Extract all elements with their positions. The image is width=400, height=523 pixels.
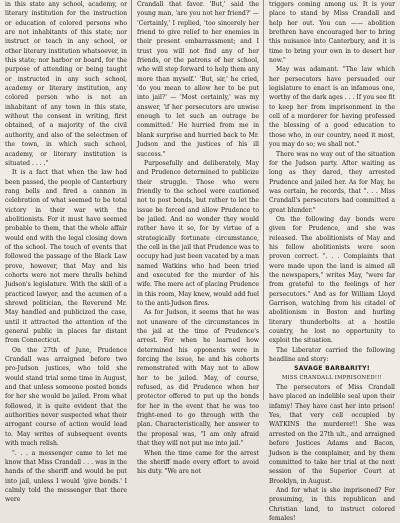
paragraph: There was no way out of the situation for the Judson party. After waiting as long as they dared, they arrested Prudence and jailed her. As for May, he was certain, he records, that ". . . Miss Crandall's persecutors had committed a great blunder." xyxy=(269,150,395,214)
text-column-2 xyxy=(137,0,259,476)
paragraph: It is a fact that when the law had been passed, the people of Canterbury rang bells and fired a cannon in celebration of what seemed to be total victory in their war with the abolitionists. For it must have seemed probable to them, that the whole affair would end with the legal closing down of the school. The touch of events that followed the passage of the Black Law prove, however, that May and his cohorts were not mere thralls behind Judson's legislature. With the skill of a practiced lawyer, and the acumen of a shrewd politician, the Reverend Mr. May handled and publicized the case, until it attracted the attention of the general public in places far distant from Connecticut. xyxy=(5,169,127,345)
paragraph: The Liberator carried the following headline and story: xyxy=(269,346,395,364)
paragraph: Purposefully and deliberately, May and Prudence determined to publicize their struggle. Those who were friendly to the school were cautioned not to post bonds, but rather to let the issue be forced and allow Prudence to be jailed. And no wonder they would rather have it so, for by virtue of a strategically fortunate circumstance, the cell in the jail that Prudence was to occupy had just been vacated by a man named Watkins who had been tried and executed for the murder of his wife. The mere act of placing Prudence in this room, May knew, would add fuel to the anti-Judson fires. xyxy=(137,159,259,307)
headline: SAVAGE BARBARITY! xyxy=(294,365,370,373)
column-divider xyxy=(263,0,264,400)
paragraph: The persecutors of Miss Crandall have placed an indelible seal upon their infamy! They have cast her into prison! Yes, that very cell occupied by WATKINS the murderer!! She was arrested on the 27th ult., and arraigned before Justices Adams and Bacon, Judson is the complainer, and by them committed to take her trial at the next session of the Superior Court at Brooklyn, in August. xyxy=(269,384,395,485)
paragraph: in this state any school, academy, or literary institution for the instruction or education of colored persons who are not inhabitants of this state; nor instruct or teach in any school, or other literary institution whatsoever, in this state; nor harbor or board, for the purpose of attending or being taught or instructed in any such school, academy or literary institution, any colored person who is not an inhabitant of any town in this state, without the consent in writing, first obtained, of a majority of the civil authority, and also of the selectmen of the town, in which such school, academy, or literary institution is situated . . . ." xyxy=(5,1,127,167)
paragraph: Crandall that favor. 'But,' said the young man, 'are you not her friend?' — 'Certainly,' I replied, 'too sincerely her friend to give relief to her enemies in their present embarrassment; and I trust you will not find any of her friends, or the patrons of her school, who will step forward to help them any more than myself.' 'But, sir,' he cried, 'do you mean to allow her to be put into jail?' — 'Most certainly,' was my answer, 'if her persecutors are unwise enough to let such an outrage be committed.' He hurried from me in blank surprise and hurried back to Mr. Judson and the justices of his ill success." xyxy=(137,1,259,158)
paragraph: On the 27th of June, Prudence Crandall was arraigned before two pro-Judson justices, who told she would stand trial some time in August, and that unless someone posted bonds for her she would be jailed. From what followed, it is quite evident that the authorities never suspected what their arrogant course of action would lead to. May writes of subsequent events with much relish. xyxy=(5,346,127,448)
paragraph: As for Judson, it seems that he was not unaware of the circumstances in the jail at the time of Prudence's arrest. For when he learned how determined his opponents were in forcing the issue, he and his cohorts remonstrated with May not to allow her to be jailed. May, of course, refused, as did Prudence when her protector offered to put up the bonds for her in the event that he was too fright-ened to go through with the plan. Characteristically, her answer to the proposal was, "I am only afraid that they will not put me into jail." xyxy=(137,309,259,448)
paragraph: triggers coming among us. It is your place to stand by Miss Crandall and help her out. You can —— abolition brethren have encouraged her to bring this nuisance into Canterbury, and it is time to bring your own in to desert her now." xyxy=(269,1,395,65)
paragraph: ". . . a messenger came to let me know that Miss Crandall . . . was in the hands of the sheriff and would be put into jail, unless I would 'give bonds.' I calmly told the messenger that there were xyxy=(5,449,127,504)
paragraph: And for what is she imprisoned? For presuming, in this republican and Christian land, to instruct colored females! xyxy=(269,486,395,522)
text-column-1 xyxy=(5,0,127,504)
paragraph: May was adamant. "The law which her persecutors have persuaded our legislature to enact is an infamous one, worthy of the dark ages . . . If you see fit to keep her from imprisonment in the cell of a murderer for having professed the blessing of a good education to those who, in our country, need it most, you may do so; we shall not." xyxy=(269,66,395,149)
column-divider xyxy=(131,0,132,400)
text-column-3 xyxy=(269,0,395,522)
subheadline: MISS CRANDALL IMPRISONED!!! xyxy=(281,374,383,381)
paragraph: On the following day bonds were given for Prudence, and she was released. The abolitionists of May and his fellow abolitionists were soon proven correct. ". . . Complaints that were made upon the land is aimed all the newspapers," writes May, "were far from grateful to the feelings of her persecutors." And as for William Lloyd Garrison, watching from his citadel of abolitionism in Boston and hurling literary thunderbolts at a hostile country, he lost no opportunity to exploit the situation. xyxy=(269,215,395,345)
paragraph: When the time came for the arrest the sheriff made every effort to avoid his duty. "We are not xyxy=(137,449,259,476)
